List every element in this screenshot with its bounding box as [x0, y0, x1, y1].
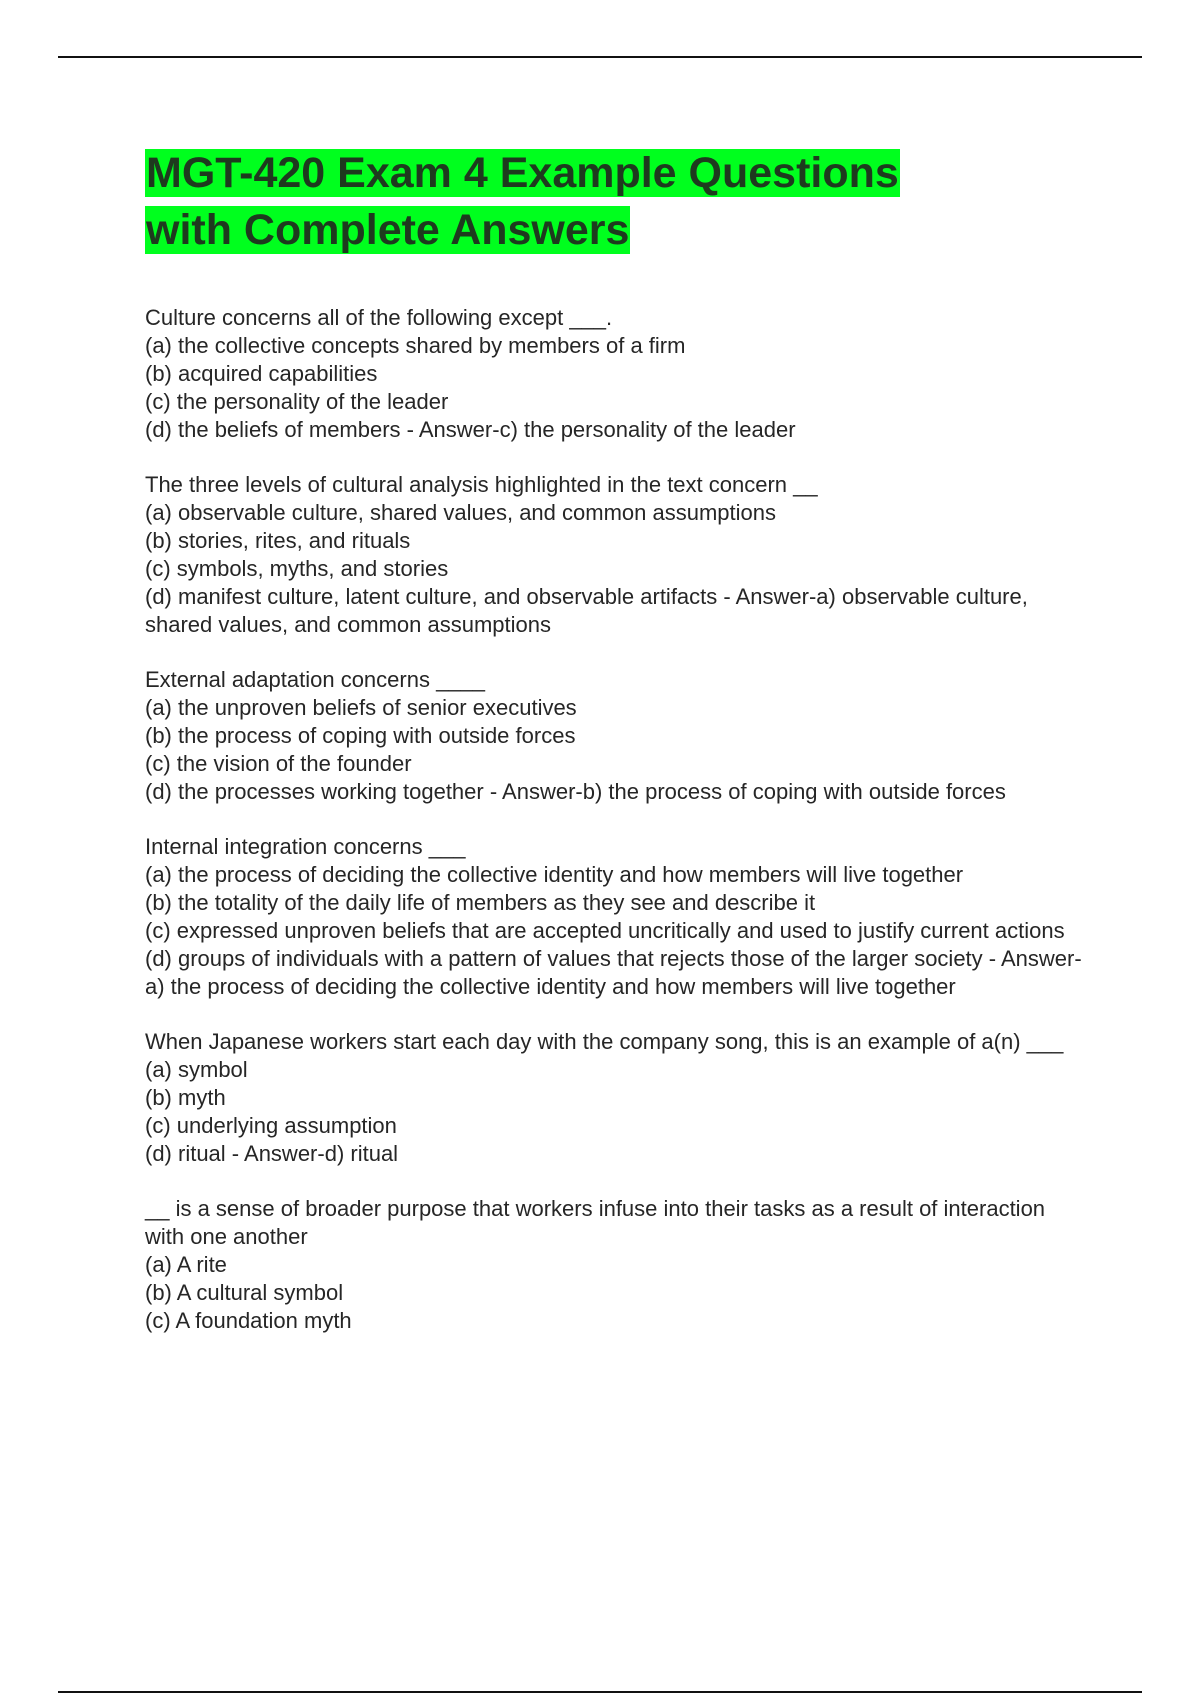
question-2	[145, 471, 1085, 639]
document-title	[145, 145, 1085, 259]
bottom-rule	[58, 1691, 1142, 1693]
answer-option: (c) the personality of the leader	[145, 389, 449, 414]
answer-option: (b) the totality of the daily life of members as they see and describe it	[145, 890, 816, 915]
question-stem: External adaptation concerns ____	[145, 667, 486, 692]
question-4	[145, 833, 1085, 1001]
question-stem: __ is a sense of broader purpose that workers infuse into their tasks as a result of interaction with one another	[145, 1196, 1046, 1249]
answer-option: (a) observable culture, shared values, and common assumptions	[145, 500, 776, 525]
answer-option: (a) the process of deciding the collective identity and how members will live together	[145, 862, 964, 887]
answer-option: (c) symbols, myths, and stories	[145, 556, 449, 581]
answer-option: (d) the processes working together - Answer-b) the process of coping with outside forces	[145, 779, 1006, 804]
answer-option: (b) stories, rites, and rituals	[145, 528, 411, 553]
answer-option: (b) the process of coping with outside forces	[145, 723, 576, 748]
question-stem: The three levels of cultural analysis highlighted in the text concern __	[145, 472, 818, 497]
answer-option: (c) A foundation myth	[145, 1308, 352, 1333]
title-line-1: MGT-420 Exam 4 Example Questions	[146, 149, 899, 197]
question-list	[145, 304, 1085, 1335]
top-rule	[58, 56, 1142, 58]
question-stem: When Japanese workers start each day with the company song, this is an example of a(n) ___	[145, 1029, 1064, 1054]
question-stem: Culture concerns all of the following except ___.	[145, 305, 613, 330]
answer-option: (c) underlying assumption	[145, 1113, 397, 1138]
answer-option: (a) the unproven beliefs of senior executives	[145, 695, 577, 720]
answer-option: (a) A rite	[145, 1252, 227, 1277]
question-6	[145, 1195, 1085, 1335]
question-5	[145, 1028, 1085, 1168]
answer-option: (d) groups of individuals with a pattern of values that rejects those of the larger society - Answer-a) the process of deciding the collective identity and how members will live together	[145, 946, 1082, 999]
answer-option: (c) the vision of the founder	[145, 751, 412, 776]
answer-option: (d) manifest culture, latent culture, and observable artifacts - Answer-a) observable culture, shared values, and common assumptions	[145, 584, 1028, 637]
document-body	[145, 145, 1085, 1362]
question-1	[145, 304, 1085, 444]
answer-option: (c) expressed unproven beliefs that are accepted uncritically and used to justify current actions	[145, 918, 1065, 943]
answer-option: (b) A cultural symbol	[145, 1280, 344, 1305]
question-3	[145, 666, 1085, 806]
answer-option: (b) myth	[145, 1085, 226, 1110]
title-line-2: with Complete Answers	[146, 206, 630, 254]
answer-option: (d) ritual - Answer-d) ritual	[145, 1141, 399, 1166]
answer-option: (a) the collective concepts shared by members of a firm	[145, 333, 686, 358]
answer-option: (d) the beliefs of members - Answer-c) the personality of the leader	[145, 417, 796, 442]
answer-option: (a) symbol	[145, 1057, 248, 1082]
answer-option: (b) acquired capabilities	[145, 361, 378, 386]
question-stem: Internal integration concerns ___	[145, 834, 466, 859]
